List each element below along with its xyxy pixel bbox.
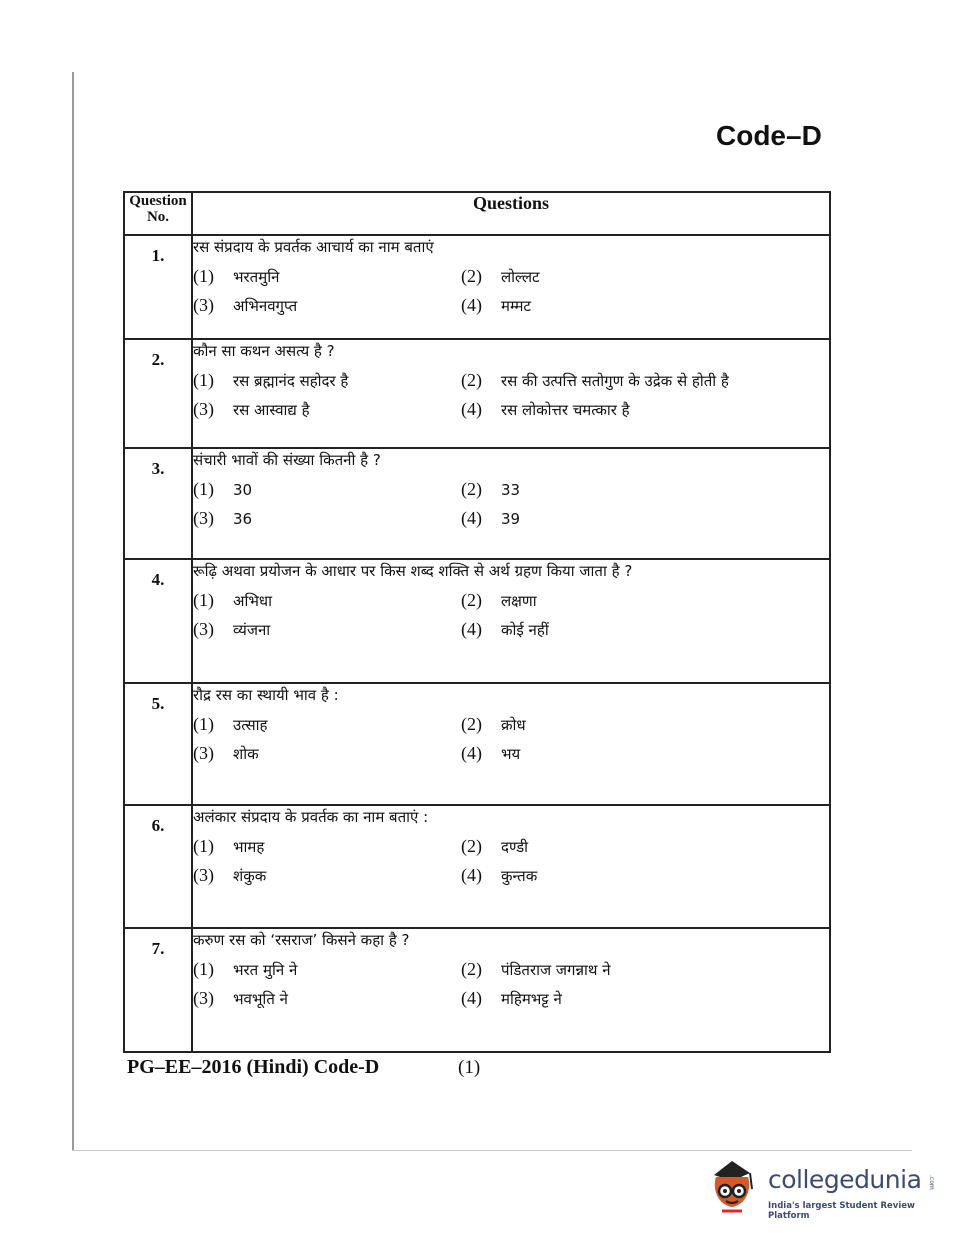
option-item	[461, 743, 829, 764]
option-item	[461, 959, 829, 980]
option-text: भामह	[233, 838, 265, 856]
question-cell	[192, 448, 830, 559]
page-number: (1)	[458, 1057, 481, 1078]
question-cell	[192, 559, 830, 683]
option-number: (1)	[193, 959, 214, 979]
option-text: दण्डी	[501, 838, 529, 856]
question-cell	[192, 805, 830, 928]
option-item	[193, 479, 461, 500]
question-text: रौद्र रस का स्थायी भाव है :	[193, 686, 339, 704]
option-item	[461, 266, 829, 287]
option-number: (2)	[461, 266, 482, 286]
collegedunia-logo	[706, 1155, 936, 1225]
option-number: (3)	[193, 295, 214, 315]
question-number-cell	[124, 805, 192, 928]
question-number: 6.	[151, 816, 165, 835]
question-number: 4.	[151, 570, 165, 589]
option-text: भय	[501, 745, 521, 763]
option-item	[193, 714, 461, 735]
option-text: शंकुक	[233, 867, 267, 885]
option-text: 36	[233, 510, 253, 528]
option-number: (1)	[193, 266, 214, 286]
option-number: (4)	[461, 619, 482, 639]
question-row	[124, 448, 830, 559]
paper-code-label: Code–D	[716, 120, 822, 151]
page-edge-line	[72, 72, 74, 1150]
options-grid	[193, 370, 829, 420]
option-text: लक्षणा	[501, 592, 537, 610]
options-grid	[193, 836, 829, 886]
option-text: रस लोकोत्तर चमत्कार है	[501, 401, 630, 419]
option-text: कोई नहीं	[501, 621, 549, 639]
option-text: अभिधा	[233, 592, 273, 610]
option-text: 30	[233, 481, 253, 499]
question-number-cell	[124, 448, 192, 559]
question-text: करुण रस को ‘रसराज’ किसने कहा है ?	[193, 931, 410, 949]
option-number: (1)	[193, 590, 214, 610]
question-number: 7.	[151, 939, 165, 958]
question-row	[124, 805, 830, 928]
option-item	[461, 508, 829, 529]
option-item	[461, 370, 829, 391]
question-row	[124, 559, 830, 683]
option-item	[461, 590, 829, 611]
option-item	[193, 988, 461, 1009]
question-text: रस संप्रदाय के प्रवर्तक आचार्य का नाम बताएं	[193, 238, 434, 256]
question-cell	[192, 928, 830, 1052]
option-number: (4)	[461, 988, 482, 1008]
option-item	[193, 836, 461, 857]
option-item	[193, 508, 461, 529]
option-number: (4)	[461, 865, 482, 885]
question-number: 1.	[151, 246, 165, 265]
options-grid	[193, 714, 829, 764]
option-number: (2)	[461, 836, 482, 856]
option-number: (4)	[461, 743, 482, 763]
option-text: 39	[501, 510, 521, 528]
option-number: (3)	[193, 988, 214, 1008]
option-text: भरत मुनि ने	[233, 961, 298, 979]
option-item	[193, 399, 461, 420]
option-number: (4)	[461, 295, 482, 315]
option-number: (3)	[193, 399, 214, 419]
option-text: कुन्तक	[501, 867, 538, 885]
table-header-row	[124, 192, 830, 235]
option-number: (3)	[193, 508, 214, 528]
logo-tagline: India's largest Student Review Platform	[768, 1201, 915, 1221]
question-row	[124, 235, 830, 339]
option-item	[193, 865, 461, 886]
option-text: 33	[501, 481, 521, 499]
options-grid	[193, 959, 829, 1009]
question-number-cell	[124, 928, 192, 1052]
question-row	[124, 683, 830, 805]
question-number: 2.	[151, 350, 165, 369]
logo-suffix: .com	[928, 1175, 935, 1190]
option-text: उत्साह	[233, 716, 268, 734]
options-grid	[193, 590, 829, 640]
option-number: (2)	[461, 959, 482, 979]
option-item	[461, 399, 829, 420]
page-bottom-line	[72, 1150, 912, 1151]
questions-table	[123, 191, 831, 1053]
question-text: अलंकार संप्रदाय के प्रवर्तक का नाम बताएं :	[193, 808, 429, 826]
option-text: क्रोध	[501, 716, 526, 734]
option-number: (2)	[461, 590, 482, 610]
option-text: रस आस्वाद्य है	[233, 401, 310, 419]
option-text: अभिनवगुप्त	[233, 297, 298, 315]
option-number: (3)	[193, 865, 214, 885]
option-number: (1)	[193, 714, 214, 734]
question-text: संचारी भावों की संख्या कितनी है ?	[193, 451, 381, 469]
column-header-questions: Questions	[192, 192, 830, 235]
mascot-icon	[706, 1155, 766, 1221]
question-number: 5.	[151, 694, 165, 713]
option-text: पंडितराज जगन्नाथ ने	[501, 961, 611, 979]
option-text: शोक	[233, 745, 259, 763]
option-item	[461, 479, 829, 500]
question-number: 3.	[151, 459, 165, 478]
logo-wordmark: collegedunia	[768, 1165, 922, 1194]
option-text: भरतमुनि	[233, 268, 280, 286]
option-item	[193, 266, 461, 287]
option-item	[193, 295, 461, 316]
question-text: कौन सा कथन असत्य है ?	[193, 342, 335, 360]
option-item	[193, 370, 461, 391]
question-text: रूढ़ि अथवा प्रयोजन के आधार पर किस शब्द शक्ति से अर्थ ग्रहण किया जाता है ?	[193, 562, 633, 580]
options-grid	[193, 266, 829, 316]
question-row	[124, 339, 830, 448]
option-text: व्यंजना	[233, 621, 271, 639]
option-text: भवभूति ने	[233, 990, 288, 1008]
option-number: (3)	[193, 619, 214, 639]
options-grid	[193, 479, 829, 529]
option-item	[461, 714, 829, 735]
option-text: रस की उत्पत्ति सतोगुण के उद्रेक से होती है	[501, 372, 729, 390]
option-number: (4)	[461, 399, 482, 419]
option-number: (1)	[193, 370, 214, 390]
option-number: (2)	[461, 370, 482, 390]
option-item	[461, 295, 829, 316]
option-item	[461, 865, 829, 886]
question-cell	[192, 339, 830, 448]
option-item	[193, 590, 461, 611]
option-item	[193, 619, 461, 640]
option-number: (3)	[193, 743, 214, 763]
option-text: महिमभट्ट ने	[501, 990, 562, 1008]
option-number: (2)	[461, 714, 482, 734]
question-cell	[192, 235, 830, 339]
option-text: मम्मट	[501, 297, 531, 315]
option-item	[461, 619, 829, 640]
option-item	[461, 988, 829, 1009]
question-row	[124, 928, 830, 1052]
option-number: (1)	[193, 479, 214, 499]
footer-paper-code: PG–EE–2016 (Hindi) Code-D	[127, 1056, 380, 1078]
option-item	[461, 836, 829, 857]
option-number: (1)	[193, 836, 214, 856]
option-text: रस ब्रह्मानंद सहोदर है	[233, 372, 349, 390]
question-number-cell	[124, 339, 192, 448]
question-number-cell	[124, 235, 192, 339]
option-item	[193, 959, 461, 980]
question-number-cell	[124, 683, 192, 805]
option-item	[193, 743, 461, 764]
question-cell	[192, 683, 830, 805]
option-number: (4)	[461, 508, 482, 528]
column-header-question-no: Question No.	[124, 192, 192, 235]
option-number: (2)	[461, 479, 482, 499]
option-text: लोल्लट	[501, 268, 540, 286]
question-number-cell	[124, 559, 192, 683]
